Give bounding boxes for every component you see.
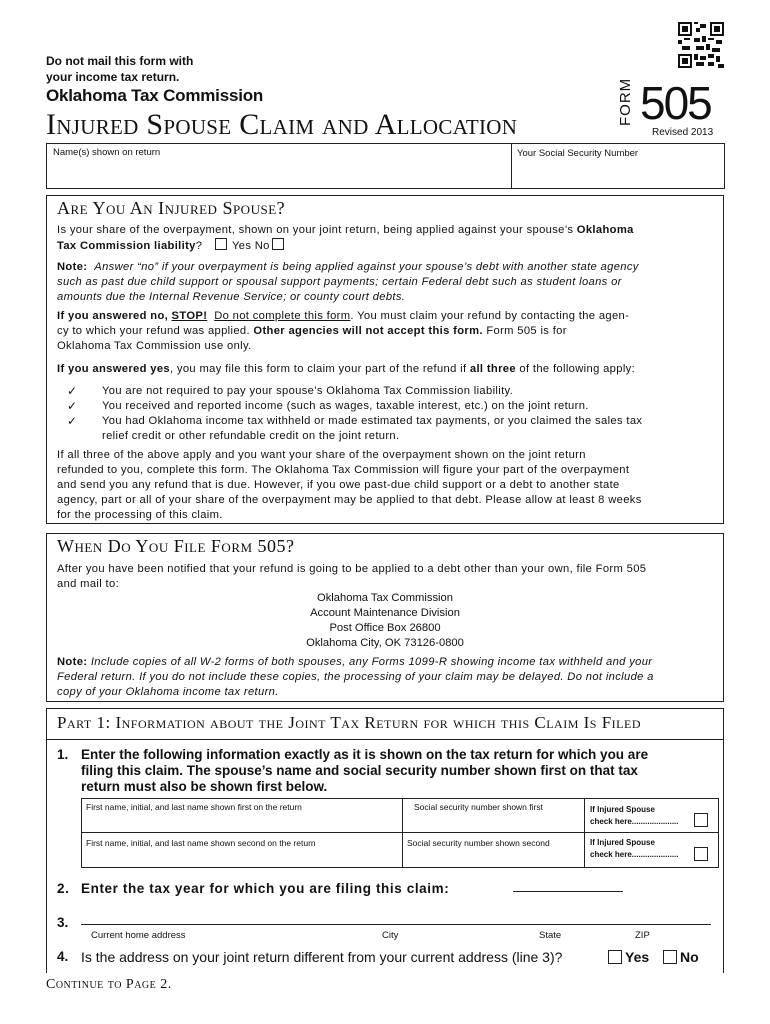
answered-no-text: If you answered no, STOP! Do not complete this form. You must claim your refund by contacting the agen- cy to which your refund was applied. Other agencies will not accept this form. Form 505 is for Oklahoma Tax Commission use only. [57, 310, 630, 352]
part1-section [46, 708, 724, 973]
address-label: Current home address [91, 930, 186, 941]
zip-label: ZIP [635, 930, 650, 941]
no-checkbox[interactable] [272, 238, 284, 250]
first-ssn-input[interactable] [403, 799, 584, 833]
processing-paragraph: If all three of the above apply and you want your share of the overpayment shown on the joint return refunded to you, complete this form. The Oklahoma Tax Commission will figure your part of the overpayment and send you any refund that is due. However, if you owe past-due child support or a debt to another state agency, part or all of your share of the overpayment may be applied to that debt. Please allow at least 8 weeks for the processing of this claim. [57, 449, 642, 521]
injured-checkbox-first[interactable] [694, 813, 708, 827]
address-line-input[interactable] [81, 924, 711, 925]
yes-checkbox[interactable] [215, 238, 227, 250]
mail-notice: Do not mail this form with your income tax return. [46, 54, 194, 84]
check-mark-icon: ✓ [67, 384, 78, 398]
second-name-input[interactable] [82, 833, 402, 867]
second-name-label: First name, initial, and last name shown second on the return [86, 838, 316, 848]
when-to-file-section [46, 533, 724, 702]
tax-year-input[interactable] [513, 891, 623, 892]
qr-code [678, 22, 724, 68]
when-instructions: After you have been notified that your refund is going to be applied to a debt other than your own, file Form 505 and mail to: [57, 563, 647, 590]
part1-heading: Part 1: Information about the Joint Tax Return for which this Claim Is Filed [57, 713, 641, 732]
q4-text: Is the address on your joint return different from your current address (line 3)? [81, 949, 563, 965]
q1-number: 1. [57, 747, 69, 762]
city-label: City [382, 930, 399, 941]
q4-yes-label: Yes [625, 949, 650, 965]
first-name-input[interactable] [82, 799, 402, 833]
check-mark-icon: ✓ [67, 399, 78, 413]
form-label: FORM [617, 77, 634, 126]
continue-note: Continue to Page 2. [46, 977, 172, 992]
first-ssn-label: Social security number shown first [414, 802, 543, 812]
q2-number: 2. [57, 881, 70, 896]
section-heading-injured: Are You An Injured Spouse? [57, 198, 286, 218]
agency-name: Oklahoma Tax Commission [46, 86, 264, 105]
revised-date: Revised 2013 [652, 127, 714, 138]
names-input[interactable] [47, 144, 511, 188]
spouse-row-second [81, 832, 719, 868]
q3-number: 3. [57, 915, 69, 930]
q4-yes-checkbox[interactable] [608, 950, 622, 964]
when-note: Note: Include copies of all W-2 forms of both spouses, any Forms 1099-R showing income tax withheld and your Federal return. If you do not include these copies, the processing of your claim may be delayed. Do not include a copy of your Oklahoma income tax return. [57, 656, 654, 698]
name-ssn-box [46, 143, 725, 189]
check-mark-icon: ✓ [67, 414, 78, 428]
q4-no-label: No [680, 949, 699, 965]
q4-no-checkbox[interactable] [663, 950, 677, 964]
ssn-field-label: Your Social Security Number [517, 148, 639, 159]
injured-label-2: If Injured Spouse check here..................... [590, 838, 679, 859]
names-field-label: Name(s) shown on return [53, 147, 161, 158]
injured-question: Is your share of the overpayment, shown on your joint return, being applied against your spouse’s Oklahoma Tax Commission liability? Yes No [57, 224, 634, 252]
q4-number: 4. [57, 949, 69, 964]
condition-1: You are not required to pay your spouse’s Oklahoma Tax Commission liability. [102, 385, 514, 397]
q1-text: Enter the following information exactly as it is shown on the tax return for which you are filing this claim. The spouse’s name and social security number shown first on that tax return must also be shown first below. [81, 747, 649, 794]
injured-label-1: If Injured Spouse check here..................... [590, 805, 679, 826]
state-label: State [539, 930, 562, 941]
injured-spouse-section [46, 195, 724, 524]
injured-checkbox-second[interactable] [694, 847, 708, 861]
mailing-address: Oklahoma Tax Commission Account Maintenance Division Post Office Box 26800 Oklahoma City, OK 73126-0800 [306, 592, 464, 649]
q2-text: Enter the tax year for which you are filing this claim: [81, 881, 450, 896]
form-number: 505 [640, 77, 711, 129]
condition-2: You received and reported income (such as wages, taxable interest, etc.) on the joint return. [102, 400, 589, 412]
injured-note: Note: Answer “no” if your overpayment is being applied against your spouse’s debt with another state agency such as past due child support or spousal support payments; certain Federal debt such as student loans or amounts due the Internal Revenue Service; or county court debts. [57, 261, 639, 303]
first-name-label: First name, initial, and last name shown first on the return [86, 802, 302, 812]
form-title: Injured Spouse Claim and Allocation [46, 108, 518, 141]
ssn-input[interactable] [512, 144, 724, 188]
condition-3: You had Oklahoma income tax withheld or made estimated tax payments, or you claimed the sales tax relief credit or other refundable credit on the joint return. [102, 415, 643, 442]
second-ssn-label: Social security number shown second [407, 838, 550, 848]
answered-yes-text: If you answered yes, you may file this form to claim your part of the refund if all three of the following apply: [57, 363, 636, 375]
second-ssn-input[interactable] [403, 833, 584, 867]
spouse-row-first [81, 798, 719, 833]
section-heading-when: When Do You File Form 505? [57, 536, 295, 556]
